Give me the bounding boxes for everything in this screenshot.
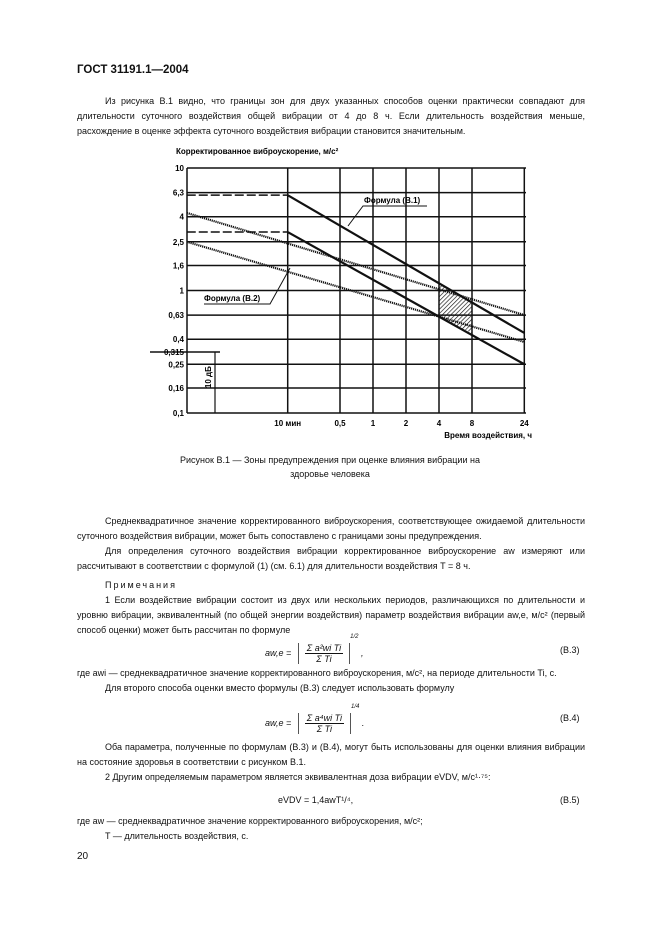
y-tick-label: 6,3: [172, 188, 184, 198]
equation-b3: aw,e = $\frac{\text{Σ a²wi Ti}}{\text{Σ Ti}}$ $^{1/2}$ ,: [265, 634, 364, 665]
page-number: 20: [77, 851, 89, 862]
y-tick-label: 0,16: [168, 383, 184, 393]
formula-b2-label: Формула (В.2): [204, 294, 261, 303]
notes-title: Примечания: [105, 580, 177, 590]
eq3-number: (В.3): [560, 645, 580, 655]
paragraph-4: Оба параметра, полученные по формулам (В.3) и (В.4), могут быть использованы для оценки влияния вибрации на состояние здоровья в соответствии с рисунком В.1.: [77, 742, 585, 767]
where-3: T — длительность воздействия, с.: [105, 831, 249, 841]
formula-b1-label: Формула (В.1): [364, 196, 421, 205]
figure-caption: [150, 453, 510, 481]
eq5-number: (В.5): [560, 795, 580, 805]
eq3-lhs: aw,e =: [265, 648, 292, 658]
eq3-numerator: Σ a²wi Ti: [306, 643, 342, 654]
y-axis-title: Корректированное виброускорение, м/с²: [176, 147, 339, 156]
x-tick-label: 4: [436, 419, 442, 428]
x-tick-label: 2: [403, 419, 409, 428]
where-1: где awi — среднеквадратичное значение корректированного виброускорения, м/с², на периоде длительности Ti, с.: [77, 668, 557, 678]
x-tick-label: 10 мин: [274, 419, 302, 428]
y-tick-label: 0,315: [163, 347, 184, 357]
note-1: 1 Если воздействие вибрации состоит из двух или нескольких периодов, различающихся по длительности и уровню вибрации, эквивалентный (по общей энергии воздействия) параметр воздействия вибрации aw,e, м/с² (первый способ оценки) может быть рассчитан по формуле: [77, 595, 585, 635]
intro-paragraph: Из рисунка В.1 видно, что границы зон для двух указанных способов оценки практически совпадают для длительности суточного воздействия общей вибрации от 4 до 8 ч. Если длительность воздействия меньше, расхождение в оценке эффекта суточного воздействия вибрации становится значительным.: [77, 96, 585, 136]
equation-b5: eVDV = 1,4awT¹/⁴,: [278, 795, 354, 805]
eq3-denominator: Σ Ti: [316, 654, 332, 665]
warning-zones-chart: [150, 140, 550, 450]
paragraph-3: Для второго способа оценки вместо формулы (В.3) следует использовать формулу: [105, 683, 455, 693]
series-4-segment: [187, 242, 525, 342]
y-tick-label: 2,5: [172, 237, 184, 247]
x-tick-label: 24: [519, 419, 529, 428]
y-tick-label: 0,1: [172, 409, 184, 418]
x-tick-label: 0,5: [334, 419, 346, 428]
document-header: ГОСТ 31191.1—2004: [77, 64, 189, 76]
eq4-numerator: Σ a⁴wi Ti: [306, 713, 343, 724]
paragraph-1: Среднеквадратичное значение корректированного виброускорения, соответствующее ожидаемой длительности суточного воздействия вибрации, может быть сопоставлено с границами зоны предупреждения.: [77, 516, 585, 541]
y-tick-label: 0,63: [168, 311, 184, 321]
y-tick-label: 10: [175, 164, 184, 173]
eq4-denominator: Σ Ti: [316, 724, 333, 735]
db-range-label: 10 дБ: [204, 366, 213, 389]
y-tick-label: 0,25: [168, 360, 184, 370]
y-tick-label: 0,4: [172, 335, 184, 345]
y-tick-label: 1: [179, 286, 184, 296]
equation-b4: aw,e = $\frac{\text{Σ a⁴wi Ti}}{\text{Σ Ti}}$ $^{1/4}$ .: [265, 704, 365, 735]
y-tick-label: 1,6: [172, 261, 184, 271]
paragraph-2: Для определения суточного воздействия вибрации корректированное виброускорение aw измеряют или рассчитывают в соответствии с формулой (1) (см. 6.1) для длительности воздействия T = 8 ч.: [77, 546, 585, 571]
eq4-lhs: aw,e =: [265, 718, 292, 728]
caption-line-1: Рисунок В.1 — Зоны предупреждения при оценке влияния вибрации на: [180, 455, 480, 465]
x-tick-label: 8: [469, 419, 475, 428]
caption-line-2: здоровье человека: [290, 469, 370, 479]
where-2: где aw — среднеквадратичное значение корректированного виброускорения, м/с²;: [77, 816, 423, 826]
y-tick-label: 4: [179, 212, 184, 222]
note-2: 2 Другим определяемым параметром является эквивалентная доза вибрации eVDV, м/с¹·⁷⁵:: [105, 772, 491, 782]
x-tick-label: 1: [370, 419, 376, 428]
eq4-exponent: 1/4: [351, 704, 360, 710]
x-axis-title: Время воздействия, ч: [444, 431, 532, 440]
eq3-exponent: 1/2: [350, 634, 359, 640]
eq4-number: (В.4): [560, 713, 580, 723]
